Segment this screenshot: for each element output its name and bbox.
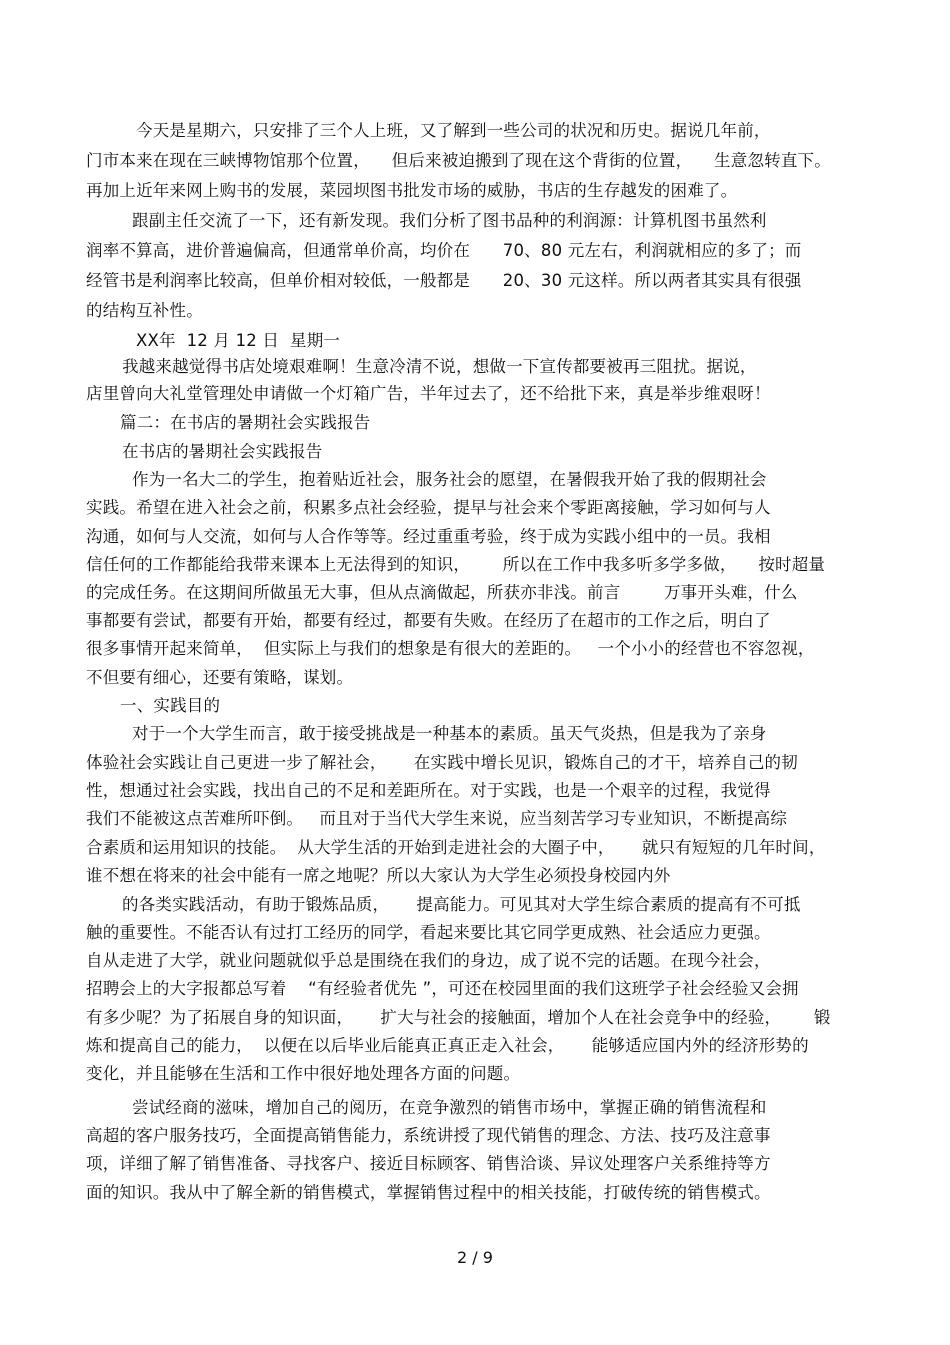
text-line: 经管书是利润率比较高，但单价相对较低，一般都是 20、30 元这样。所以两者其实具有很强 bbox=[86, 271, 802, 290]
text-line: 性，想通过社会实践，找出自己的不足和差距所在。对于实践，也是一个艰辛的过程，我觉得 bbox=[86, 781, 771, 800]
report-title: 在书店的暑期社会实践报告 bbox=[122, 442, 323, 461]
text-line: 实践。希望在进入社会之前，积累多点社会经验，提早与社会来个零距离接触，学习如何与人 bbox=[86, 498, 771, 517]
text-line: 自从走进了大学，就业问题就似乎总是围绕在我们的身边，成了说不完的话题。在现今社会， bbox=[86, 951, 771, 970]
text-line: 项，详细了解了销售准备、寻找客户、接近目标顾客、销售洽谈、异议处理客户关系维持等方 bbox=[86, 1154, 771, 1173]
text-line: 我越来越觉得书店处境艰难啊！生意冷清不说，想做一下宣传都要被再三阻扰。据说， bbox=[122, 357, 757, 376]
text-line: 再加上近年来网上购书的发展，菜园坝图书批发市场的威胁，书店的生存越发的困难了。 bbox=[86, 181, 738, 200]
text-line: 尝试经商的滋味，增加自己的阅历，在竞争激烈的销售市场中，掌握正确的销售流程和 bbox=[132, 1098, 767, 1117]
text-line: 润率不算高，进价普遍偏高，但通常单价高，均价在 70、80 元左右，利润就相应的多了；而 bbox=[86, 241, 802, 260]
text-line: 我们不能被这点苦难所吓倒。 而且对于当代大学生来说，应当刻苦学习专业知识，不断提高综 bbox=[86, 809, 788, 828]
text-line: 对于一个大学生而言，敢于接受挑战是一种基本的素质。虽天气炎热，但是我为了亲身 bbox=[132, 724, 767, 743]
text-line: 很多事情开起来简单， 但实际上与我们的想象是有很大的差距的。 一个小小的经营也不容忽视， bbox=[86, 639, 815, 658]
text-line: 体验社会实践让自己更进一步了解社会， 在实践中增长见识，锻炼自己的才干，培养自己的韧 bbox=[86, 753, 798, 772]
text-line: 的各类实践活动，有助于锻炼品质， 提高能力。可见其对大学生综合素质的提高有不可抵 bbox=[122, 895, 801, 914]
text-line: 的结构互补性。 bbox=[86, 301, 203, 320]
text-line: 店里曾向大礼堂管理处申请做一个灯箱广告，半年过去了，还不给批下来，真是举步维艰呀！ bbox=[86, 384, 771, 403]
section-heading: 一、实践目的 bbox=[120, 696, 221, 715]
text-line: 沟通，如何与人交流，如何与人合作等等。经过重重考验，终于成为实践小组中的一员。我相 bbox=[86, 527, 771, 546]
text-line: 信任何的工作都能给我带来课本上无法得到的知识， 所以在工作中我多听多学多做， 按时超量 bbox=[86, 555, 826, 574]
text-line: 招聘会上的大字报都总写着 “有经验者优先 ”，可还在校园里面的我们这班学子社会经验又会拥 bbox=[86, 979, 799, 998]
text-line: 合素质和运用知识的技能。 从大学生活的开始到走进社会的大圈子中， 就只有短短的几年时间， bbox=[86, 838, 826, 857]
text-line: 谁不想在将来的社会中能有一席之地呢？所以大家认为大学生必须投身校园内外 bbox=[86, 866, 671, 885]
text-line: 炼和提高自己的能力， 以便在以后毕业后能真正真正走入社会， 能够适应国内外的经济形势的 bbox=[86, 1036, 809, 1055]
text-line: 有多少呢？为了拓展自身的知识面， 扩大与社会的接触面，增加个人在社会竞争中的经验， 锻 bbox=[86, 1008, 831, 1027]
date-heading: XX年 12 月 12 日 星期一 bbox=[136, 331, 341, 350]
text-line: 作为一名大二的学生，抱着贴近社会，服务社会的愿望，在暑假我开始了我的假期社会 bbox=[132, 470, 767, 489]
section-heading: 篇二：在书店的暑期社会实践报告 bbox=[120, 413, 371, 432]
text-line: 变化，并且能够在生活和工作中很好地处理各方面的问题。 bbox=[86, 1064, 521, 1083]
text-line: 跟副主任交流了一下，还有新发现。我们分析了图书品种的利润源：计算机图书虽然利 bbox=[132, 211, 767, 230]
text-line: 触的重要性。不能否认有过打工经历的同学，看起来要比其它同学更成熟、社会适应力更强。 bbox=[86, 923, 771, 942]
text-line: 事都要有尝试，都要有开始，都要有经过，都要有失败。在经历了在超市的工作之后，明白了 bbox=[86, 611, 771, 630]
text-line: 门市本来在现在三峡博物馆那个位置， 但后来被迫搬到了现在这个背街的位置， 生意忽转直下。 bbox=[86, 151, 831, 170]
text-line: 的完成任务。在这期间所做虽无大事，但从点滴做起，所获亦非浅。前言 万事开头难，什么 bbox=[86, 583, 798, 602]
text-line: 高超的客户服务技巧，全面提高销售能力，系统讲授了现代销售的理念、方法、技巧及注意事 bbox=[86, 1126, 771, 1145]
page-number: 2 / 9 bbox=[457, 1248, 493, 1267]
text-line: 不但要有细心，还要有策略，谋划。 bbox=[86, 668, 354, 687]
text-line: 今天是星期六，只安排了三个人上班，又了解到一些公司的状况和历史。据说几年前， bbox=[136, 121, 771, 140]
text-line: 面的知识。我从中了解全新的销售模式，掌握销售过程中的相关技能，打破传统的销售模式。 bbox=[86, 1183, 771, 1202]
